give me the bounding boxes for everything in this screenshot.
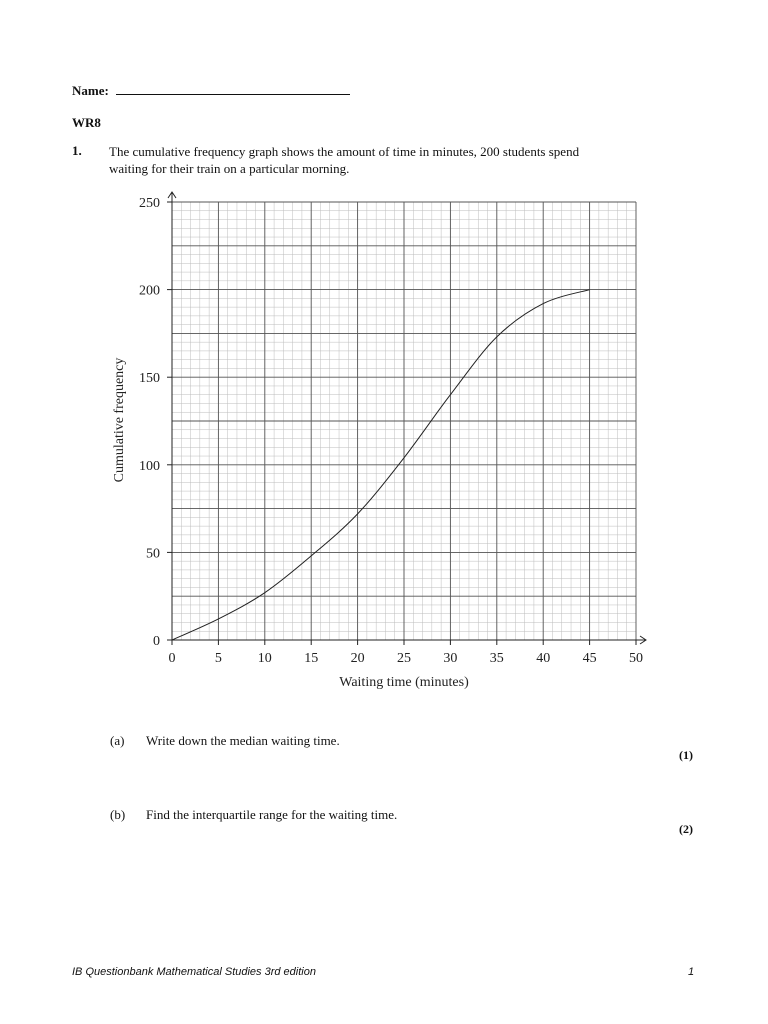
x-tick-label: 35 [489, 651, 504, 666]
part-b-label: (b) [110, 807, 126, 822]
part-b-text: Find the interquartile range for the waiting time. [146, 807, 398, 822]
major-grid [172, 202, 636, 640]
x-tick-label: 0 [168, 651, 176, 666]
name-label: Name: [72, 83, 109, 98]
y-tick-label: 250 [139, 196, 160, 211]
part-a-marks: (1) [679, 748, 693, 762]
x-tick-label: 40 [536, 651, 551, 666]
y-tick-label: 0 [153, 634, 160, 649]
x-tick-label: 50 [629, 651, 643, 666]
part-a-label: (a) [110, 733, 125, 748]
doc-code: WR8 [72, 115, 101, 130]
y-tick-label: 200 [139, 283, 160, 299]
page-number: 1 [688, 966, 695, 978]
part-a-text: Write down the median waiting time. [146, 733, 340, 748]
x-tick-label: 5 [214, 651, 222, 666]
x-tick-label: 15 [304, 651, 319, 666]
y-tick-label: 150 [139, 371, 160, 387]
y-tick-label: 100 [139, 458, 160, 474]
question-text-line-2: waiting for their train on a particular morning. [109, 161, 350, 176]
x-tick-label: 10 [257, 651, 272, 666]
axes [168, 192, 646, 644]
part-b-marks: (2) [679, 822, 693, 836]
y-axis-label: Cumulative frequency [112, 357, 127, 483]
footer-source: IB Questionbank Mathematical Studies 3rd edition [72, 966, 316, 978]
x-tick-label: 20 [350, 651, 365, 666]
x-tick-label: 25 [397, 651, 411, 666]
x-tick-label: 30 [443, 651, 458, 666]
question-text-line-1: The cumulative frequency graph shows the amount of time in minutes, 200 students spend [109, 144, 580, 159]
x-tick-label: 45 [582, 651, 597, 666]
x-axis-label: Waiting time (minutes) [339, 675, 469, 690]
y-tick-label: 50 [146, 546, 160, 562]
question-number: 1. [72, 143, 82, 158]
tick-labels [139, 196, 643, 666]
